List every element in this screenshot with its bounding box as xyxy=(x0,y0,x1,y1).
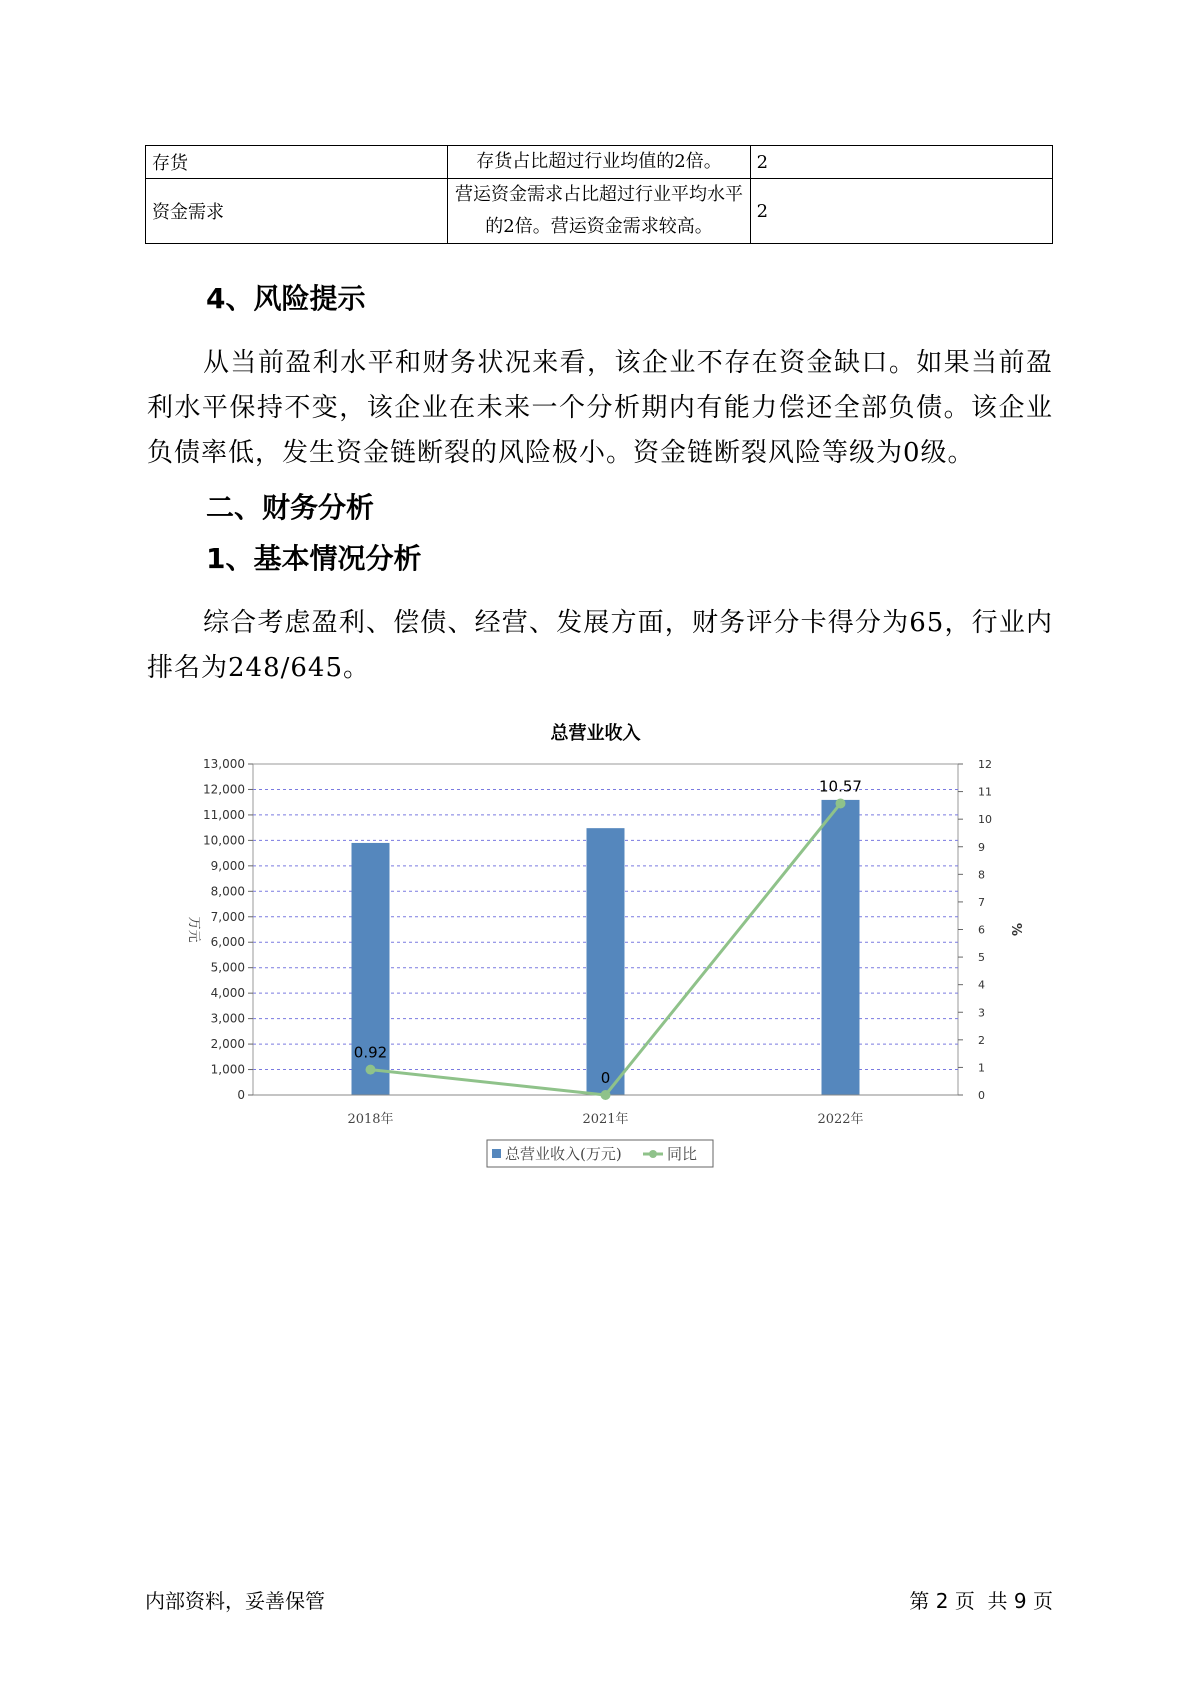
y-tick-label: 5,000 xyxy=(210,960,245,975)
basic-analysis-paragraph: 综合考虑盈利、偿债、经营、发展方面，财务评分卡得分为65，行业内排名为248/645。 xyxy=(147,608,1053,683)
y-tick-label: 1,000 xyxy=(210,1062,245,1077)
line-point xyxy=(836,798,846,808)
data-label: 0 xyxy=(600,1069,611,1087)
y-tick-label: 11,000 xyxy=(203,807,245,822)
y-tick-label: 3,000 xyxy=(210,1011,245,1026)
legend-label-revenue: 总营业收入(万元) xyxy=(505,1145,622,1163)
y-tick-label: 7,000 xyxy=(210,909,245,924)
y-tick-label: 8,000 xyxy=(210,884,245,899)
x-tick-label: 2021年 xyxy=(582,1112,629,1127)
y-axis-label: 万元 xyxy=(186,916,201,943)
bar xyxy=(822,800,860,1095)
y-tick-label: 10,000 xyxy=(203,833,245,848)
section-heading-risk: 4、风险提示 xyxy=(206,282,366,315)
y-tick-label: 4,000 xyxy=(210,986,245,1001)
y2-tick-label: 5 xyxy=(978,951,985,965)
table-cell-item: 资金需求 xyxy=(146,179,448,244)
y-tick-label: 2,000 xyxy=(210,1037,245,1052)
y2-axis-label: % xyxy=(1008,922,1023,937)
y2-tick-label: 7 xyxy=(978,895,985,909)
bar xyxy=(587,828,625,1095)
line-point xyxy=(366,1065,376,1075)
y2-tick-label: 3 xyxy=(978,1006,985,1020)
y2-tick-label: 10 xyxy=(978,813,992,827)
y-tick-label: 13,000 xyxy=(203,757,245,771)
table-cell-item: 存货 xyxy=(146,146,448,179)
y2-tick-label: 0 xyxy=(978,1089,985,1102)
chart-title: 总营业收入 xyxy=(550,723,641,744)
y-tick-label: 6,000 xyxy=(210,935,245,950)
y2-tick-label: 6 xyxy=(978,923,985,937)
data-label: 0.92 xyxy=(353,1043,388,1062)
y2-tick-label: 1 xyxy=(978,1061,985,1075)
y2-tick-label: 12 xyxy=(978,758,992,771)
legend-label-yoy: 同比 xyxy=(667,1145,698,1163)
y-tick-label: 0 xyxy=(237,1088,245,1102)
table-cell-desc: 营运资金需求占比超过行业平均水平的2倍。营运资金需求较高。 xyxy=(448,179,750,244)
y2-tick-label: 4 xyxy=(978,978,985,992)
section-heading-basic-analysis: 1、基本情况分析 xyxy=(206,542,422,575)
x-tick-label: 2018年 xyxy=(347,1112,394,1127)
x-tick-label: 2022年 xyxy=(817,1112,864,1127)
data-label: 10.57 xyxy=(819,777,862,796)
section-heading-financial-analysis: 二、财务分析 xyxy=(206,491,375,524)
y2-tick-label: 8 xyxy=(978,868,985,882)
y2-tick-label: 2 xyxy=(978,1033,985,1047)
y-tick-label: 12,000 xyxy=(203,782,245,797)
risk-paragraph: 从当前盈利水平和财务状况来看，该企业不存在资金缺口。如果当前盈利水平保持不变，该企业在未来一个分析期内有能力偿还全部负债。该企业负债率低，发生资金链断裂的风险极小。资金链断裂风险等级为0级。 xyxy=(147,348,1053,468)
line-point xyxy=(601,1090,611,1100)
table-cell-score: 2 xyxy=(750,146,1052,179)
table-cell-desc: 存货占比超过行业均值的2倍。 xyxy=(448,146,750,179)
legend-swatch-bar xyxy=(492,1149,501,1158)
y2-tick-label: 9 xyxy=(978,840,985,854)
table-cell-score: 2 xyxy=(750,179,1052,244)
footer-confidential: 内部资料，妥善保管 xyxy=(145,1589,325,1613)
y2-tick-label: 11 xyxy=(978,785,992,799)
legend-swatch-point xyxy=(649,1150,657,1158)
y-tick-label: 9,000 xyxy=(210,858,245,873)
footer-page-number: 第 2 页 共 9 页 xyxy=(909,1589,1053,1613)
